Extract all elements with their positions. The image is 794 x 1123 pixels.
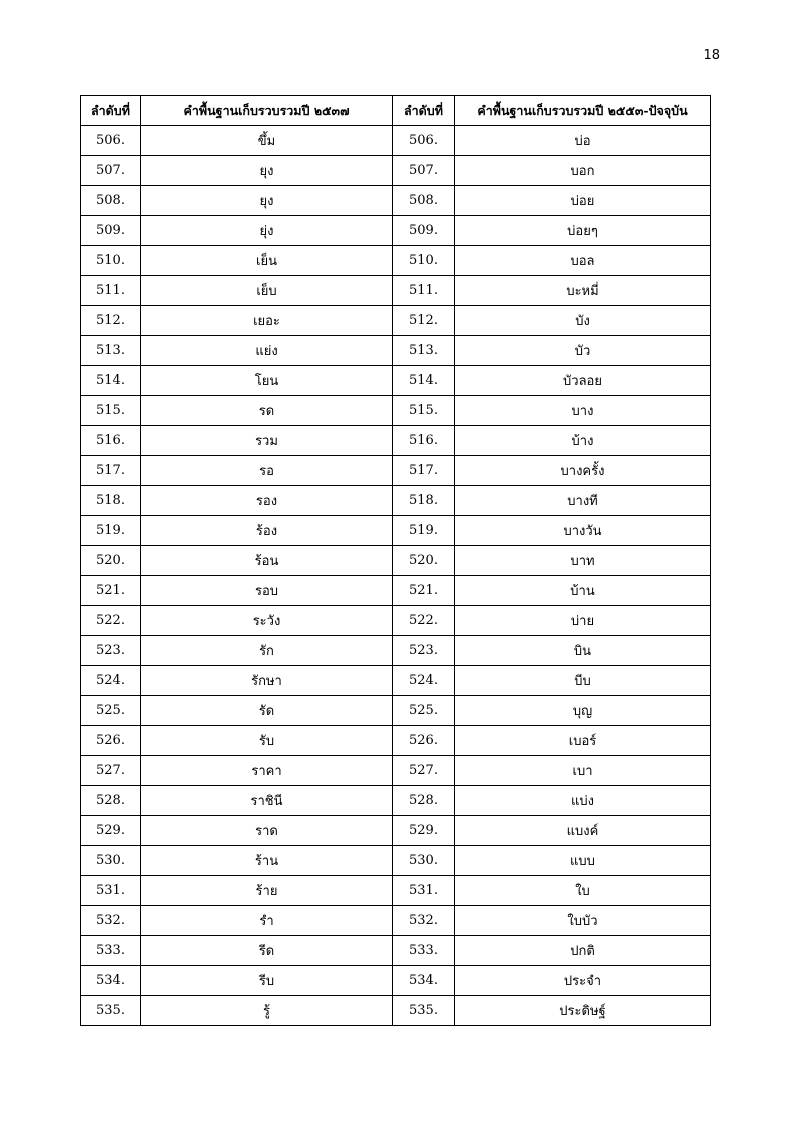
word-table [80, 95, 711, 1026]
row-order-2: 527. [393, 756, 455, 786]
row-word-2537: รด [141, 396, 393, 426]
table-row [81, 756, 711, 786]
row-word-2537: ยุง [141, 156, 393, 186]
row-word-2537: รักษา [141, 666, 393, 696]
row-order-1: 524. [81, 666, 141, 696]
row-order-2: 525. [393, 696, 455, 726]
row-order-2: 510. [393, 246, 455, 276]
table-row [81, 126, 711, 156]
table-row [81, 426, 711, 456]
row-order-1: 534. [81, 966, 141, 996]
row-word-2553: ประดิษฐ์ [455, 996, 711, 1026]
row-order-1: 529. [81, 816, 141, 846]
row-word-2537: รอง [141, 486, 393, 516]
row-order-2: 532. [393, 906, 455, 936]
row-word-2537: ขึ้ม [141, 126, 393, 156]
row-order-2: 533. [393, 936, 455, 966]
table-row [81, 306, 711, 336]
row-word-2537: รีบ [141, 966, 393, 996]
table-row [81, 186, 711, 216]
row-word-2553: บางครั้ง [455, 456, 711, 486]
row-word-2537: ราชินี [141, 786, 393, 816]
table-row [81, 696, 711, 726]
table-row [81, 516, 711, 546]
table-row [81, 846, 711, 876]
table-row [81, 456, 711, 486]
row-order-1: 523. [81, 636, 141, 666]
row-order-2: 518. [393, 486, 455, 516]
row-word-2537: รีด [141, 936, 393, 966]
header-words-2537: คำพื้นฐานเก็บรวบรวมปี ๒๕๓๗ [141, 96, 393, 126]
row-order-1: 511. [81, 276, 141, 306]
row-word-2553: บ่าย [455, 606, 711, 636]
row-word-2537: รู้ [141, 996, 393, 1026]
row-order-1: 531. [81, 876, 141, 906]
row-order-2: 529. [393, 816, 455, 846]
row-order-2: 507. [393, 156, 455, 186]
row-order-2: 523. [393, 636, 455, 666]
page-number: 18 [703, 48, 720, 63]
row-word-2553: ประจำ [455, 966, 711, 996]
table-row [81, 906, 711, 936]
table-row [81, 486, 711, 516]
table-row [81, 666, 711, 696]
row-word-2537: ราด [141, 816, 393, 846]
row-word-2553: บ้าน [455, 576, 711, 606]
row-order-2: 521. [393, 576, 455, 606]
table-row [81, 726, 711, 756]
row-order-1: 519. [81, 516, 141, 546]
table-row [81, 366, 711, 396]
table-row [81, 996, 711, 1026]
row-order-1: 522. [81, 606, 141, 636]
row-order-1: 530. [81, 846, 141, 876]
row-word-2537: ระวัง [141, 606, 393, 636]
table-row [81, 246, 711, 276]
row-order-2: 512. [393, 306, 455, 336]
row-word-2553: บัว [455, 336, 711, 366]
row-order-2: 530. [393, 846, 455, 876]
row-word-2553: ใบ [455, 876, 711, 906]
table-row [81, 786, 711, 816]
row-word-2553: ใบบัว [455, 906, 711, 936]
row-word-2553: บางที [455, 486, 711, 516]
row-word-2553: บ่อยๆ [455, 216, 711, 246]
row-word-2537: รับ [141, 726, 393, 756]
row-order-1: 532. [81, 906, 141, 936]
table-row [81, 636, 711, 666]
row-word-2537: รัก [141, 636, 393, 666]
table-row [81, 396, 711, 426]
row-order-2: 508. [393, 186, 455, 216]
row-order-2: 509. [393, 216, 455, 246]
row-word-2553: บ่อ [455, 126, 711, 156]
row-order-1: 525. [81, 696, 141, 726]
header-order-1: ลำดับที่ [81, 96, 141, 126]
row-order-1: 528. [81, 786, 141, 816]
row-order-1: 514. [81, 366, 141, 396]
row-word-2537: ยุ่ง [141, 216, 393, 246]
row-order-1: 516. [81, 426, 141, 456]
row-word-2553: บ่อย [455, 186, 711, 216]
row-order-2: 531. [393, 876, 455, 906]
row-order-1: 508. [81, 186, 141, 216]
row-word-2553: บอก [455, 156, 711, 186]
row-order-1: 515. [81, 396, 141, 426]
row-word-2553: บาท [455, 546, 711, 576]
row-order-1: 517. [81, 456, 141, 486]
row-word-2553: แบ่ง [455, 786, 711, 816]
row-order-1: 507. [81, 156, 141, 186]
row-word-2553: บาง [455, 396, 711, 426]
table-header-row [81, 96, 711, 126]
header-order-2: ลำดับที่ [393, 96, 455, 126]
row-word-2537: ร้อน [141, 546, 393, 576]
row-word-2553: บุญ [455, 696, 711, 726]
row-word-2553: แบบ [455, 846, 711, 876]
row-order-1: 520. [81, 546, 141, 576]
table-row [81, 276, 711, 306]
row-order-1: 518. [81, 486, 141, 516]
row-word-2553: บะหมี่ [455, 276, 711, 306]
row-order-2: 520. [393, 546, 455, 576]
row-order-2: 516. [393, 426, 455, 456]
row-word-2553: บิน [455, 636, 711, 666]
row-order-1: 510. [81, 246, 141, 276]
row-order-2: 534. [393, 966, 455, 996]
row-order-1: 521. [81, 576, 141, 606]
row-order-2: 515. [393, 396, 455, 426]
row-order-2: 517. [393, 456, 455, 486]
row-order-1: 513. [81, 336, 141, 366]
row-word-2537: เย็น [141, 246, 393, 276]
row-word-2553: บางวัน [455, 516, 711, 546]
row-order-2: 528. [393, 786, 455, 816]
table-row [81, 336, 711, 366]
table-row [81, 216, 711, 246]
row-order-1: 533. [81, 936, 141, 966]
header-words-2553: คำพื้นฐานเก็บรวบรวมปี ๒๕๕๓-ปัจจุบัน [455, 96, 711, 126]
row-word-2537: ราคา [141, 756, 393, 786]
row-word-2537: แย่ง [141, 336, 393, 366]
table-row [81, 966, 711, 996]
row-word-2553: เบอร์ [455, 726, 711, 756]
row-word-2553: บ้าง [455, 426, 711, 456]
row-word-2553: แบงค์ [455, 816, 711, 846]
row-word-2537: เยอะ [141, 306, 393, 336]
row-order-2: 506. [393, 126, 455, 156]
table-row [81, 606, 711, 636]
row-order-1: 527. [81, 756, 141, 786]
row-word-2553: ปกติ [455, 936, 711, 966]
row-word-2553: บอล [455, 246, 711, 276]
table-row [81, 576, 711, 606]
row-order-2: 526. [393, 726, 455, 756]
row-word-2537: รวม [141, 426, 393, 456]
table-row [81, 936, 711, 966]
row-word-2537: โยน [141, 366, 393, 396]
row-word-2537: เย็บ [141, 276, 393, 306]
row-word-2553: เบา [455, 756, 711, 786]
row-order-2: 511. [393, 276, 455, 306]
row-order-2: 519. [393, 516, 455, 546]
row-word-2537: รำ [141, 906, 393, 936]
row-word-2537: ยุง [141, 186, 393, 216]
table-row [81, 876, 711, 906]
row-order-2: 524. [393, 666, 455, 696]
row-order-2: 514. [393, 366, 455, 396]
table-row [81, 156, 711, 186]
table-body [81, 126, 711, 1026]
row-word-2537: ร้อง [141, 516, 393, 546]
row-order-1: 526. [81, 726, 141, 756]
row-order-2: 522. [393, 606, 455, 636]
table-row [81, 546, 711, 576]
row-order-2: 513. [393, 336, 455, 366]
row-word-2537: รอ [141, 456, 393, 486]
row-order-1: 512. [81, 306, 141, 336]
row-word-2553: บีบ [455, 666, 711, 696]
row-word-2537: รัด [141, 696, 393, 726]
row-word-2537: ร้าย [141, 876, 393, 906]
row-order-1: 506. [81, 126, 141, 156]
row-word-2537: ร้าน [141, 846, 393, 876]
row-order-1: 509. [81, 216, 141, 246]
table-row [81, 816, 711, 846]
row-order-1: 535. [81, 996, 141, 1026]
row-word-2553: บัวลอย [455, 366, 711, 396]
row-order-2: 535. [393, 996, 455, 1026]
row-word-2553: บัง [455, 306, 711, 336]
row-word-2537: รอบ [141, 576, 393, 606]
